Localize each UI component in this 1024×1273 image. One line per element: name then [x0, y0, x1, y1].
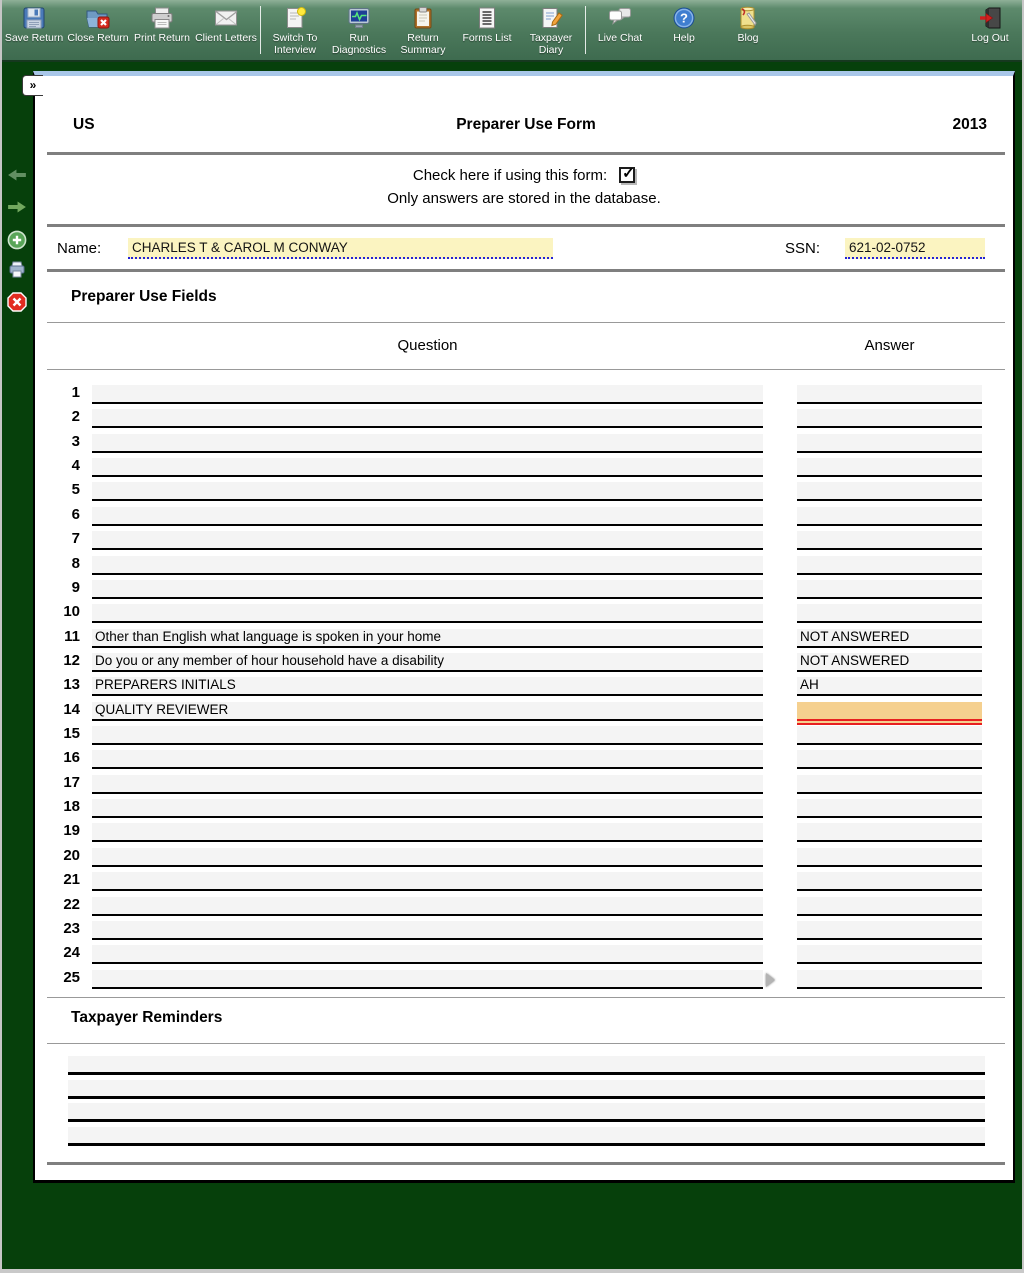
reminder-field-2[interactable]: [68, 1080, 985, 1099]
close-return-icon: [85, 5, 111, 31]
row-number: 22: [63, 895, 80, 913]
form-header: [47, 114, 1005, 138]
answer-field-23[interactable]: [797, 921, 982, 940]
answer-field-5[interactable]: [797, 482, 982, 501]
preparer-row-24: [35, 943, 1013, 967]
row-number: 9: [71, 578, 80, 596]
preparer-row-3: [35, 432, 1013, 456]
name-field[interactable]: CHARLES T & CAROL M CONWAY: [128, 238, 553, 259]
preparer-row-10: [35, 602, 1013, 626]
toolbar-button-run-diagnostics[interactable]: [327, 4, 391, 58]
toolbar-button-label: Close Return: [67, 32, 129, 44]
answer-field-6[interactable]: [797, 507, 982, 526]
question-field-22[interactable]: [92, 897, 763, 916]
question-field-16[interactable]: [92, 750, 763, 769]
print-icon[interactable]: [7, 260, 27, 280]
reminder-row-1: [35, 1054, 1013, 1078]
question-field-24[interactable]: [92, 945, 763, 964]
toolbar-button-save-return[interactable]: [2, 4, 66, 58]
toolbar-button-label: Blog: [737, 32, 759, 44]
preparer-row-2: [35, 407, 1013, 431]
toolbar-button-label: Client Letters: [195, 32, 257, 44]
toolbar-button-log-out[interactable]: [958, 4, 1022, 58]
answer-field-22[interactable]: [797, 897, 982, 916]
question-field-10[interactable]: [92, 604, 763, 623]
preparer-row-15: [35, 724, 1013, 748]
question-field-4[interactable]: [92, 458, 763, 477]
question-field-15[interactable]: [92, 726, 763, 745]
question-field-3[interactable]: [92, 434, 763, 453]
use-form-checkbox[interactable]: [619, 167, 635, 183]
toolbar: [0, 0, 1024, 62]
printer-icon: [149, 5, 175, 31]
question-field-25[interactable]: [92, 970, 763, 989]
preparer-row-13: [35, 675, 1013, 699]
toolbar-button-forms-list[interactable]: [455, 4, 519, 58]
preparer-row-22: [35, 895, 1013, 919]
preparer-row-20: [35, 846, 1013, 870]
answer-field-15[interactable]: [797, 726, 982, 745]
answer-field-21[interactable]: [797, 872, 982, 891]
chevron-right-icon: »: [29, 78, 37, 92]
answer-field-8[interactable]: [797, 556, 982, 575]
question-field-21[interactable]: [92, 872, 763, 891]
preparer-row-1: [35, 383, 1013, 407]
answer-field-4[interactable]: [797, 458, 982, 477]
preparer-row-14: [35, 700, 1013, 724]
preparer-row-19: [35, 821, 1013, 845]
toolbar-button-label: Help: [673, 32, 695, 44]
answer-field-13[interactable]: AH: [797, 677, 982, 696]
section-title-preparer-use-fields: Preparer Use Fields: [71, 288, 217, 305]
preparer-row-6: [35, 505, 1013, 529]
divider: [47, 322, 1005, 323]
preparer-row-25: [35, 968, 1013, 992]
toolbar-button-label: Taxpayer Diary: [529, 32, 573, 56]
answer-field-17[interactable]: [797, 775, 982, 794]
reminder-row-2: [35, 1078, 1013, 1102]
interview-document-icon: [282, 5, 308, 31]
toolbar-button-label: Forms List: [462, 32, 512, 44]
answer-field-10[interactable]: [797, 604, 982, 623]
row-number: 2: [71, 408, 80, 426]
diary-pencil-icon: [538, 5, 564, 31]
toolbar-button-label: Log Out: [971, 32, 1009, 44]
name-label: Name:: [57, 240, 102, 257]
preparer-row-12: [35, 651, 1013, 675]
row-number: 3: [71, 432, 80, 450]
row-number: 14: [63, 700, 80, 718]
question-column-header: Question: [397, 337, 458, 354]
window-edge-bottom: [0, 1269, 1024, 1273]
diagnostics-monitor-icon: [346, 5, 372, 31]
toolbar-button-label: Return Summary: [400, 32, 446, 56]
section-title-taxpayer-reminders: Taxpayer Reminders: [71, 1009, 223, 1026]
reminder-field-4[interactable]: [68, 1127, 985, 1146]
forward-arrow-icon[interactable]: [7, 200, 27, 214]
reminder-field-3[interactable]: [68, 1103, 985, 1122]
toolbar-button-print-return[interactable]: [130, 4, 194, 58]
question-field-20[interactable]: [92, 848, 763, 867]
preparer-row-16: [35, 748, 1013, 772]
divider: [47, 269, 1005, 272]
add-icon[interactable]: [7, 230, 27, 250]
toolbar-button-label: Live Chat: [597, 32, 643, 44]
help-question-icon: [671, 5, 697, 31]
answer-field-2[interactable]: [797, 409, 982, 428]
divider: [47, 369, 1005, 370]
toolbar-button-label: Run Diagnostics: [331, 32, 387, 56]
use-form-check-label: Check here if using this form:: [412, 166, 608, 184]
ssn-label: SSN:: [785, 240, 821, 257]
reminder-field-1[interactable]: [68, 1056, 985, 1075]
toolbar-button-live-chat[interactable]: [588, 4, 652, 58]
answer-field-7[interactable]: [797, 531, 982, 550]
row-number: 8: [71, 554, 80, 572]
toolbar-button-close-return[interactable]: [66, 4, 130, 58]
form-country: US: [73, 116, 95, 133]
answer-field-14[interactable]: [797, 702, 982, 725]
divider: [47, 152, 1005, 155]
chat-bubbles-icon: [607, 5, 633, 31]
row-number: 1: [71, 384, 80, 401]
divider: [47, 1162, 1005, 1165]
question-field-7[interactable]: [92, 531, 763, 550]
row-number: 20: [63, 846, 80, 864]
preparer-row-21: [35, 870, 1013, 894]
close-icon[interactable]: [7, 292, 27, 312]
toolbar-button-switch-to-interview[interactable]: [263, 4, 327, 58]
toolbar-button-label: Switch To Interview: [272, 32, 318, 56]
expand-panel-tab[interactable]: [22, 75, 43, 96]
answer-column-header: Answer: [864, 337, 915, 354]
question-field-1[interactable]: [92, 385, 763, 404]
answer-field-11[interactable]: NOT ANSWERED: [797, 629, 982, 648]
divider: [47, 997, 1005, 998]
answer-field-9[interactable]: [797, 580, 982, 599]
divider: [47, 1043, 1005, 1044]
page-title: Preparer Use Form: [456, 116, 596, 133]
left-rail: [0, 64, 33, 1273]
question-field-6[interactable]: [92, 507, 763, 526]
answer-field-3[interactable]: [797, 434, 982, 453]
preparer-row-17: [35, 773, 1013, 797]
preparer-row-18: [35, 797, 1013, 821]
row-number: 16: [63, 749, 80, 767]
question-field-2[interactable]: [92, 409, 763, 428]
answer-field-1[interactable]: [797, 385, 982, 404]
question-field-12[interactable]: Do you or any member of hour household have a disability: [92, 653, 763, 672]
toolbar-button-blog[interactable]: [716, 4, 780, 58]
question-field-5[interactable]: [92, 482, 763, 501]
row-number: 13: [63, 676, 80, 694]
answer-field-18[interactable]: [797, 799, 982, 818]
preparer-row-23: [35, 919, 1013, 943]
toolbar-button-return-summary[interactable]: [391, 4, 455, 58]
question-field-23[interactable]: [92, 921, 763, 940]
preparer-row-7: [35, 529, 1013, 553]
preparer-row-5: [35, 480, 1013, 504]
answer-field-16[interactable]: [797, 750, 982, 769]
answer-field-20[interactable]: [797, 848, 982, 867]
row-number: 10: [63, 603, 80, 621]
toolbar-button-label: Save Return: [4, 32, 64, 44]
toolbar-divider: [585, 6, 586, 54]
checkmark-icon: ✓: [622, 165, 635, 182]
preparer-row-11: [35, 627, 1013, 651]
toolbar-divider: [260, 6, 261, 54]
taxpayer-reminder-rows: [35, 1054, 1013, 1148]
row-number: 19: [63, 822, 80, 840]
question-field-8[interactable]: [92, 556, 763, 575]
more-indicator-icon: [766, 973, 775, 987]
row-number: 23: [63, 919, 80, 937]
window-edge-left: [0, 0, 2, 1273]
answer-field-19[interactable]: [797, 823, 982, 842]
preparer-row-8: [35, 554, 1013, 578]
row-number: 5: [71, 481, 80, 499]
ssn-field[interactable]: 621-02-0752: [845, 238, 985, 259]
toolbar-button-taxpayer-diary[interactable]: [519, 4, 583, 58]
row-number: 18: [63, 798, 80, 816]
preparer-use-rows: [35, 383, 1013, 992]
svg-text:?: ?: [680, 10, 688, 26]
preparer-row-4: [35, 456, 1013, 480]
row-number: 25: [63, 968, 80, 986]
answer-field-12[interactable]: NOT ANSWERED: [797, 653, 982, 672]
toolbar-button-help[interactable]: [652, 4, 716, 58]
form-panel: [33, 71, 1015, 1183]
toolbar-button-label: Print Return: [133, 32, 191, 44]
reminder-row-3: [35, 1101, 1013, 1125]
row-number: 11: [64, 627, 80, 645]
question-field-11[interactable]: Other than English what language is spoken in your home: [92, 629, 763, 648]
row-number: 21: [63, 871, 80, 889]
row-number: 24: [63, 944, 80, 962]
back-arrow-icon[interactable]: [7, 168, 27, 182]
row-number: 17: [63, 773, 80, 791]
forms-list-icon: [474, 5, 500, 31]
toolbar-button-client-letters[interactable]: [194, 4, 258, 58]
question-field-14[interactable]: QUALITY REVIEWER: [92, 702, 763, 721]
row-number: 7: [71, 530, 80, 548]
row-number: 12: [63, 651, 80, 669]
form-year: 2013: [952, 116, 987, 133]
question-field-19[interactable]: [92, 823, 763, 842]
envelope-icon: [213, 5, 239, 31]
use-form-check-row: [35, 164, 1013, 186]
question-field-17[interactable]: [92, 775, 763, 794]
logout-door-icon: [977, 5, 1003, 31]
clipboard-icon: [410, 5, 436, 31]
blog-scroll-icon: [735, 5, 761, 31]
taxpayer-identity-row: [35, 236, 1013, 264]
database-note: Only answers are stored in the database.: [387, 190, 661, 207]
preparer-row-9: [35, 578, 1013, 602]
row-number: 6: [71, 505, 80, 523]
question-field-18[interactable]: [92, 799, 763, 818]
answer-field-24[interactable]: [797, 945, 982, 964]
row-number: 15: [63, 725, 80, 743]
save-icon: [21, 5, 47, 31]
reminder-row-4: [35, 1125, 1013, 1149]
divider: [47, 224, 1005, 227]
row-number: 4: [71, 457, 80, 475]
question-field-9[interactable]: [92, 580, 763, 599]
answer-field-25[interactable]: [797, 970, 982, 989]
question-field-13[interactable]: PREPARERS INITIALS: [92, 677, 763, 696]
